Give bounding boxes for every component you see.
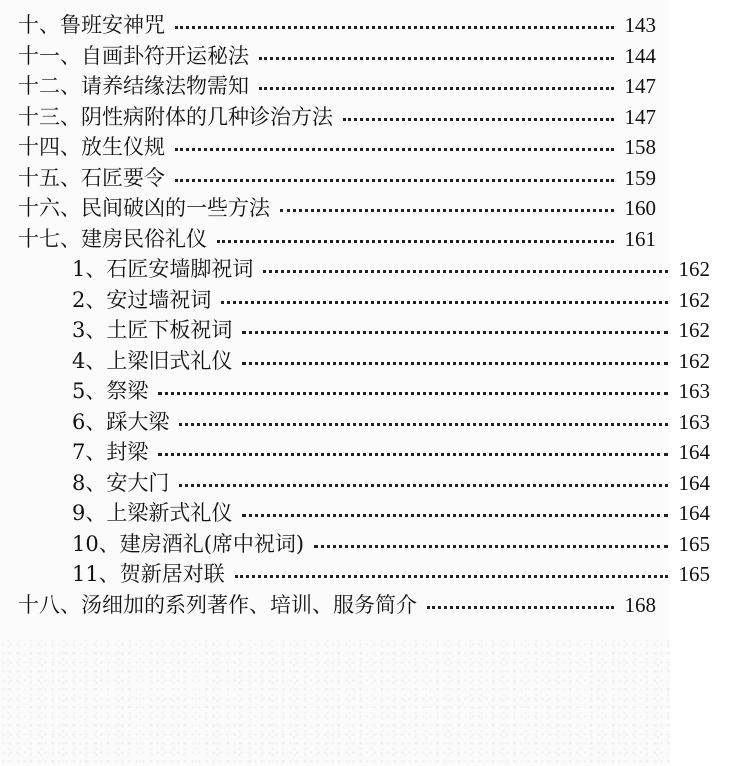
toc-entry-title: 2、安过墙祝词 [72,288,212,312]
toc-entry-page-number: 144 [624,44,656,68]
toc-entry[interactable] [0,466,742,497]
toc-entry[interactable] [0,435,742,466]
toc-entry-title: 十四、放生仪规 [18,135,165,159]
toc-entry[interactable] [0,557,742,588]
toc-entry-page-number: 168 [624,593,656,617]
toc-entry[interactable] [0,496,742,527]
toc-leader-dots [314,531,668,548]
toc-entry-title: 十八、汤细加的系列著作、培训、服务简介 [18,593,417,617]
toc-leader-dots [175,12,614,29]
toc-entry-page-number: 163 [678,410,710,434]
toc-leader-dots [179,470,668,487]
toc-entry[interactable] [0,252,742,283]
toc-entry[interactable] [0,344,742,375]
toc-entry-title: 1、石匠安墙脚祝词 [72,257,254,281]
toc-entry[interactable] [0,588,688,619]
toc-entry-page-number: 164 [678,501,710,525]
toc-leader-dots [235,561,668,578]
toc-leader-dots [221,287,668,304]
toc-entry[interactable] [0,69,688,100]
toc-entry-page-number: 162 [678,349,710,373]
toc-leader-dots [158,439,668,456]
toc-entry-page-number: 158 [624,135,656,159]
toc-entry-title: 十六、民间破凶的一些方法 [18,196,270,220]
paper-texture [0,640,670,766]
toc-entry[interactable] [0,222,688,253]
toc-entry-page-number: 163 [678,379,710,403]
toc-entry-page-number: 164 [678,471,710,495]
toc-entry[interactable] [0,374,742,405]
toc-entry[interactable] [0,283,742,314]
toc-entry-title: 11、贺新居对联 [72,562,225,586]
toc-entry-page-number: 159 [624,166,656,190]
toc-entry[interactable] [0,39,688,70]
toc-entry-title: 十七、建房民俗礼仪 [18,227,207,251]
toc-entry-title: 十五、石匠要令 [18,166,165,190]
toc-entry-title: 十三、阴性病附体的几种诊治方法 [18,105,333,129]
toc-entry-title: 8、安大门 [72,471,170,495]
toc-leader-dots [242,348,668,365]
toc-entry-title: 5、祭梁 [72,379,149,403]
toc-entry-page-number: 162 [678,318,710,342]
toc-entry-page-number: 164 [678,440,710,464]
toc-entry-title: 4、上梁旧式礼仪 [72,349,233,373]
toc-leader-dots [259,73,614,90]
toc-entry-page-number: 162 [678,257,710,281]
toc-entry-page-number: 160 [624,196,656,220]
toc-leader-dots [175,165,614,182]
toc-leader-dots [259,43,614,60]
toc-entry-title: 十二、请养结缘法物需知 [18,74,249,98]
toc-entry-page-number: 161 [624,227,656,251]
toc-entry-page-number: 165 [678,562,710,586]
toc-entry[interactable] [0,161,688,192]
toc-entry-title: 6、踩大梁 [72,410,170,434]
toc-entry-page-number: 162 [678,288,710,312]
toc-entry[interactable] [0,8,688,39]
toc-leader-dots [280,195,614,212]
toc-entry[interactable] [0,527,742,558]
toc-leader-dots [427,592,614,609]
toc-entry[interactable] [0,130,688,161]
toc-entry-title: 7、封梁 [72,440,149,464]
toc-leader-dots [179,409,668,426]
toc-entry[interactable] [0,313,742,344]
toc-entry-title: 十一、自画卦符开运秘法 [18,44,249,68]
toc-entry[interactable] [0,100,688,131]
toc-leader-dots [158,378,668,395]
toc-entry-page-number: 147 [624,105,656,129]
toc-leader-dots [263,256,668,273]
toc-entry-title: 10、建房酒礼(席中祝词) [72,532,305,556]
toc-entry-page-number: 147 [624,74,656,98]
toc-leader-dots [175,134,614,151]
toc-entry[interactable] [0,405,742,436]
toc-entry[interactable] [0,191,688,222]
toc-entry-title: 9、上梁新式礼仪 [72,501,233,525]
toc-leader-dots [217,226,614,243]
toc-entry-title: 十、鲁班安神咒 [18,13,165,37]
toc-leader-dots [242,317,668,334]
toc-entry-page-number: 165 [678,532,710,556]
toc-leader-dots [343,104,614,121]
toc-entry-title: 3、土匠下板祝词 [72,318,233,342]
toc-leader-dots [242,500,668,517]
toc-entry-page-number: 143 [624,13,656,37]
